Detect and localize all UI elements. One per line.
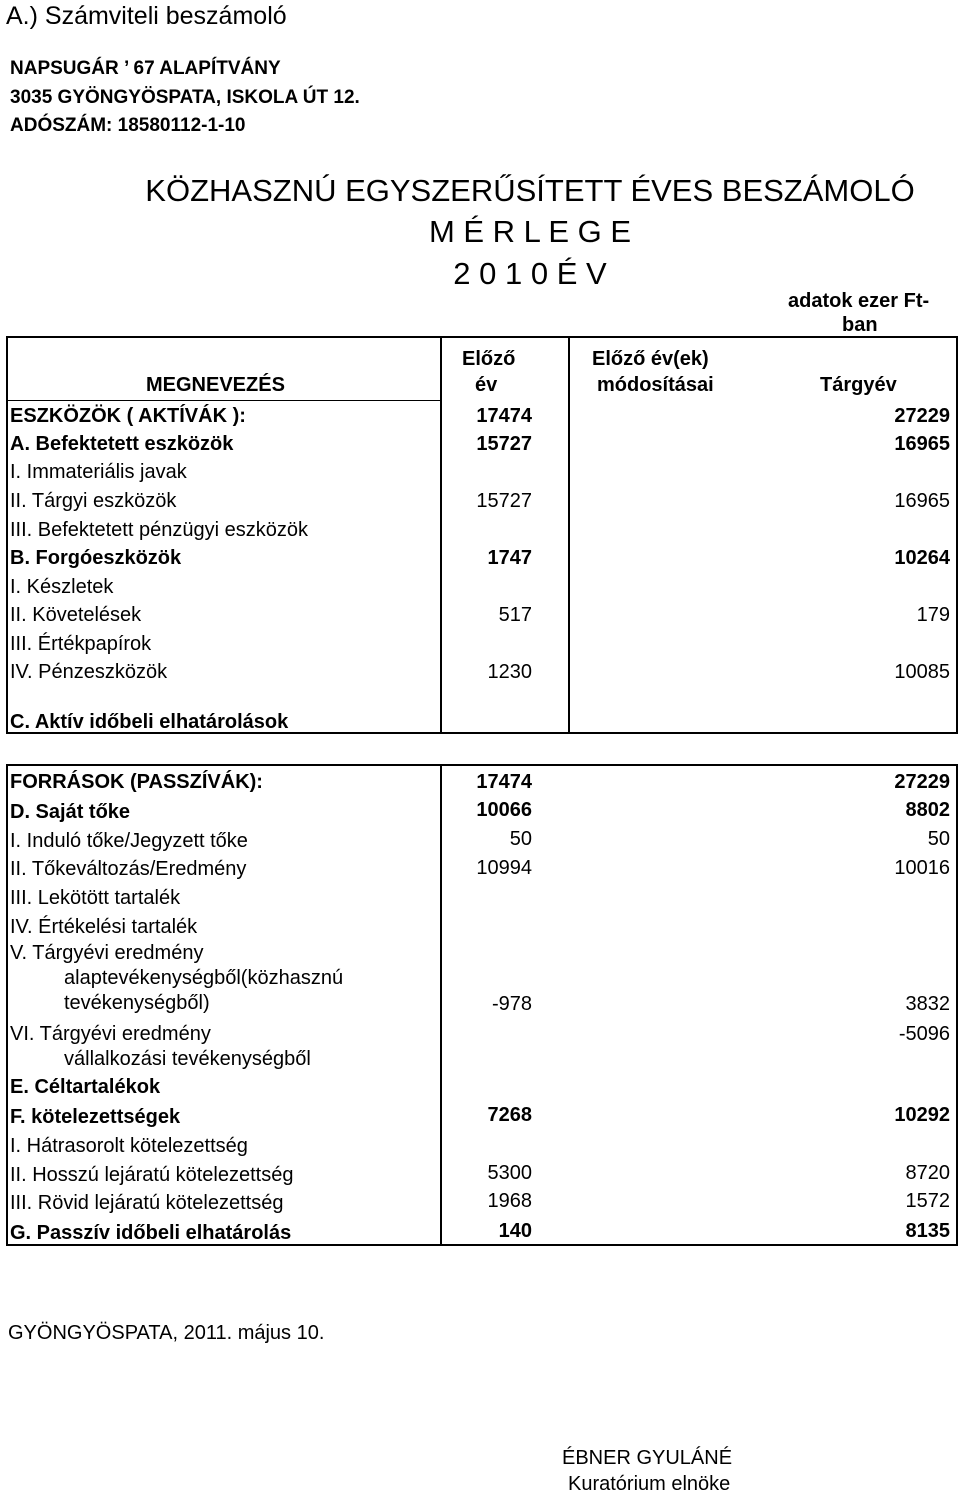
asset-row-current-year: 179 — [916, 604, 950, 626]
asset-row-current-year: 10085 — [894, 661, 950, 683]
liability-row-label: II. Tőkeváltozás/Eredmény — [10, 858, 247, 880]
asset-row-current-year: 16965 — [894, 433, 950, 455]
asset-row-label: A. Befektetett eszközök — [10, 433, 234, 455]
liability-row-current-year: 10292 — [894, 1104, 950, 1126]
unit-note-cont: ban — [842, 314, 878, 336]
asset-row-prev-year: 17474 — [476, 405, 532, 427]
header-modifications-2: módosításai — [597, 374, 714, 396]
grid-line — [6, 764, 8, 1246]
grid-line — [568, 336, 570, 734]
asset-row-prev-year: 15727 — [476, 433, 532, 455]
liability-row-prev-year: 50 — [509, 828, 532, 850]
asset-row-prev-year: 1230 — [487, 661, 532, 683]
liability-row-prev-year: 1968 — [487, 1190, 532, 1212]
grid-line — [956, 336, 958, 734]
asset-row-label: II. Tárgyi eszközök — [10, 490, 177, 512]
liability-row-label: F. kötelezettségek — [10, 1106, 181, 1128]
asset-row-label: II. Követelések — [10, 604, 142, 626]
liability-row-prev-year: 10994 — [476, 857, 532, 879]
asset-row-label: ESZKÖZÖK ( AKTÍVÁK ): — [10, 405, 246, 427]
liability-row-current-year: 10016 — [894, 857, 950, 879]
liability-row-prev-year: 10066 — [476, 799, 532, 821]
report-title: KÖZHASZNÚ EGYSZERŰSÍTETT ÉVES BESZÁMOLÓ — [145, 173, 915, 208]
grid-line — [6, 764, 958, 766]
asset-row-label: IV. Pénzeszközök — [10, 661, 168, 683]
liability-row-label: II. Hosszú lejáratú kötelezettség — [10, 1164, 294, 1186]
liability-row-label: I. Induló tőke/Jegyzett tőke — [10, 830, 248, 852]
liability-row-current-year: 1572 — [905, 1190, 950, 1212]
liability-row-label: FORRÁSOK (PASSZÍVÁK): — [10, 771, 263, 793]
org-tax-id: ADÓSZÁM: 18580112-1-10 — [10, 115, 246, 136]
grid-line — [956, 764, 958, 1246]
asset-row-label: III. Értékpapírok — [10, 633, 152, 655]
grid-line — [6, 400, 440, 401]
unit-note: adatok ezer Ft- — [788, 290, 930, 312]
section-title: A.) Számviteli beszámoló — [6, 2, 287, 30]
liability-row-label: IV. Értékelési tartalék — [10, 916, 198, 938]
grid-line — [6, 336, 8, 734]
header-modifications: Előző év(ek) — [592, 348, 709, 370]
signer-name: ÉBNER GYULÁNÉ — [562, 1447, 733, 1469]
liability-row-label: III. Lekötött tartalék — [10, 887, 181, 909]
asset-row-prev-year: 15727 — [476, 490, 532, 512]
org-name: NAPSUGÁR ’ 67 ALAPÍTVÁNY — [10, 58, 281, 79]
asset-row-label: I. Készletek — [10, 576, 114, 598]
grid-line — [6, 336, 958, 338]
liability-row-prev-year: 7268 — [487, 1104, 532, 1126]
liability-row-prev-year: -978 — [491, 993, 532, 1015]
asset-row-label: C. Aktív időbeli elhatárolások — [10, 711, 289, 733]
asset-row-label: I. Immateriális javak — [10, 461, 187, 483]
report-subtitle: M É R L E G E — [428, 214, 632, 249]
liability-row-label: D. Saját tőke — [10, 801, 131, 823]
header-current-year: Tárgyév — [820, 374, 897, 396]
liability-row-label: VI. Tárgyévi eredmény — [10, 1023, 211, 1045]
liability-row-prev-year: 17474 — [476, 771, 532, 793]
liability-row-label: G. Passzív időbeli elhatárolás — [10, 1222, 292, 1244]
liability-row-label: III. Rövid lejáratú kötelezettség — [10, 1192, 284, 1214]
asset-row-current-year: 10264 — [894, 547, 950, 569]
asset-row-label: B. Forgóeszközök — [10, 547, 182, 569]
liability-row-current-year: 8720 — [905, 1162, 950, 1184]
asset-row-label: III. Befektetett pénzügyi eszközök — [10, 519, 308, 541]
report-year: 2 0 1 0 É V — [453, 256, 607, 291]
liability-row-label: tevékenységből) — [64, 992, 210, 1014]
asset-row-current-year: 16965 — [894, 490, 950, 512]
liability-row-label: V. Tárgyévi eredmény — [10, 942, 204, 964]
liability-row-current-year: 3832 — [905, 993, 950, 1015]
liability-row-prev-year: 5300 — [487, 1162, 532, 1184]
header-prev-year-2: év — [475, 374, 498, 396]
asset-row-prev-year: 517 — [498, 604, 532, 626]
liability-row-current-year: 50 — [927, 828, 950, 850]
liability-row-label: alaptevékenységből(közhasznú — [64, 967, 344, 989]
liability-row-current-year: 8135 — [905, 1220, 950, 1242]
liability-row-prev-year: 140 — [498, 1220, 532, 1242]
liability-row-current-year: 27229 — [894, 771, 950, 793]
liability-row-label: E. Céltartalékok — [10, 1076, 161, 1098]
liability-row-label: I. Hátrasorolt kötelezettség — [10, 1135, 248, 1157]
header-prev-year: Előző — [462, 348, 516, 370]
signer-title: Kuratórium elnöke — [568, 1473, 731, 1495]
liability-row-current-year: 8802 — [905, 799, 950, 821]
header-name: MEGNEVEZÉS — [146, 374, 285, 396]
liability-row-label: vállalkozási tevékenységből — [64, 1048, 311, 1070]
liability-row-current-year: -5096 — [898, 1023, 950, 1045]
place-date: GYÖNGYÖSPATA, 2011. május 10. — [8, 1322, 325, 1344]
org-address: 3035 GYÖNGYÖSPATA, ISKOLA ÚT 12. — [10, 87, 360, 108]
asset-row-current-year: 27229 — [894, 405, 950, 427]
asset-row-prev-year: 1747 — [487, 547, 532, 569]
